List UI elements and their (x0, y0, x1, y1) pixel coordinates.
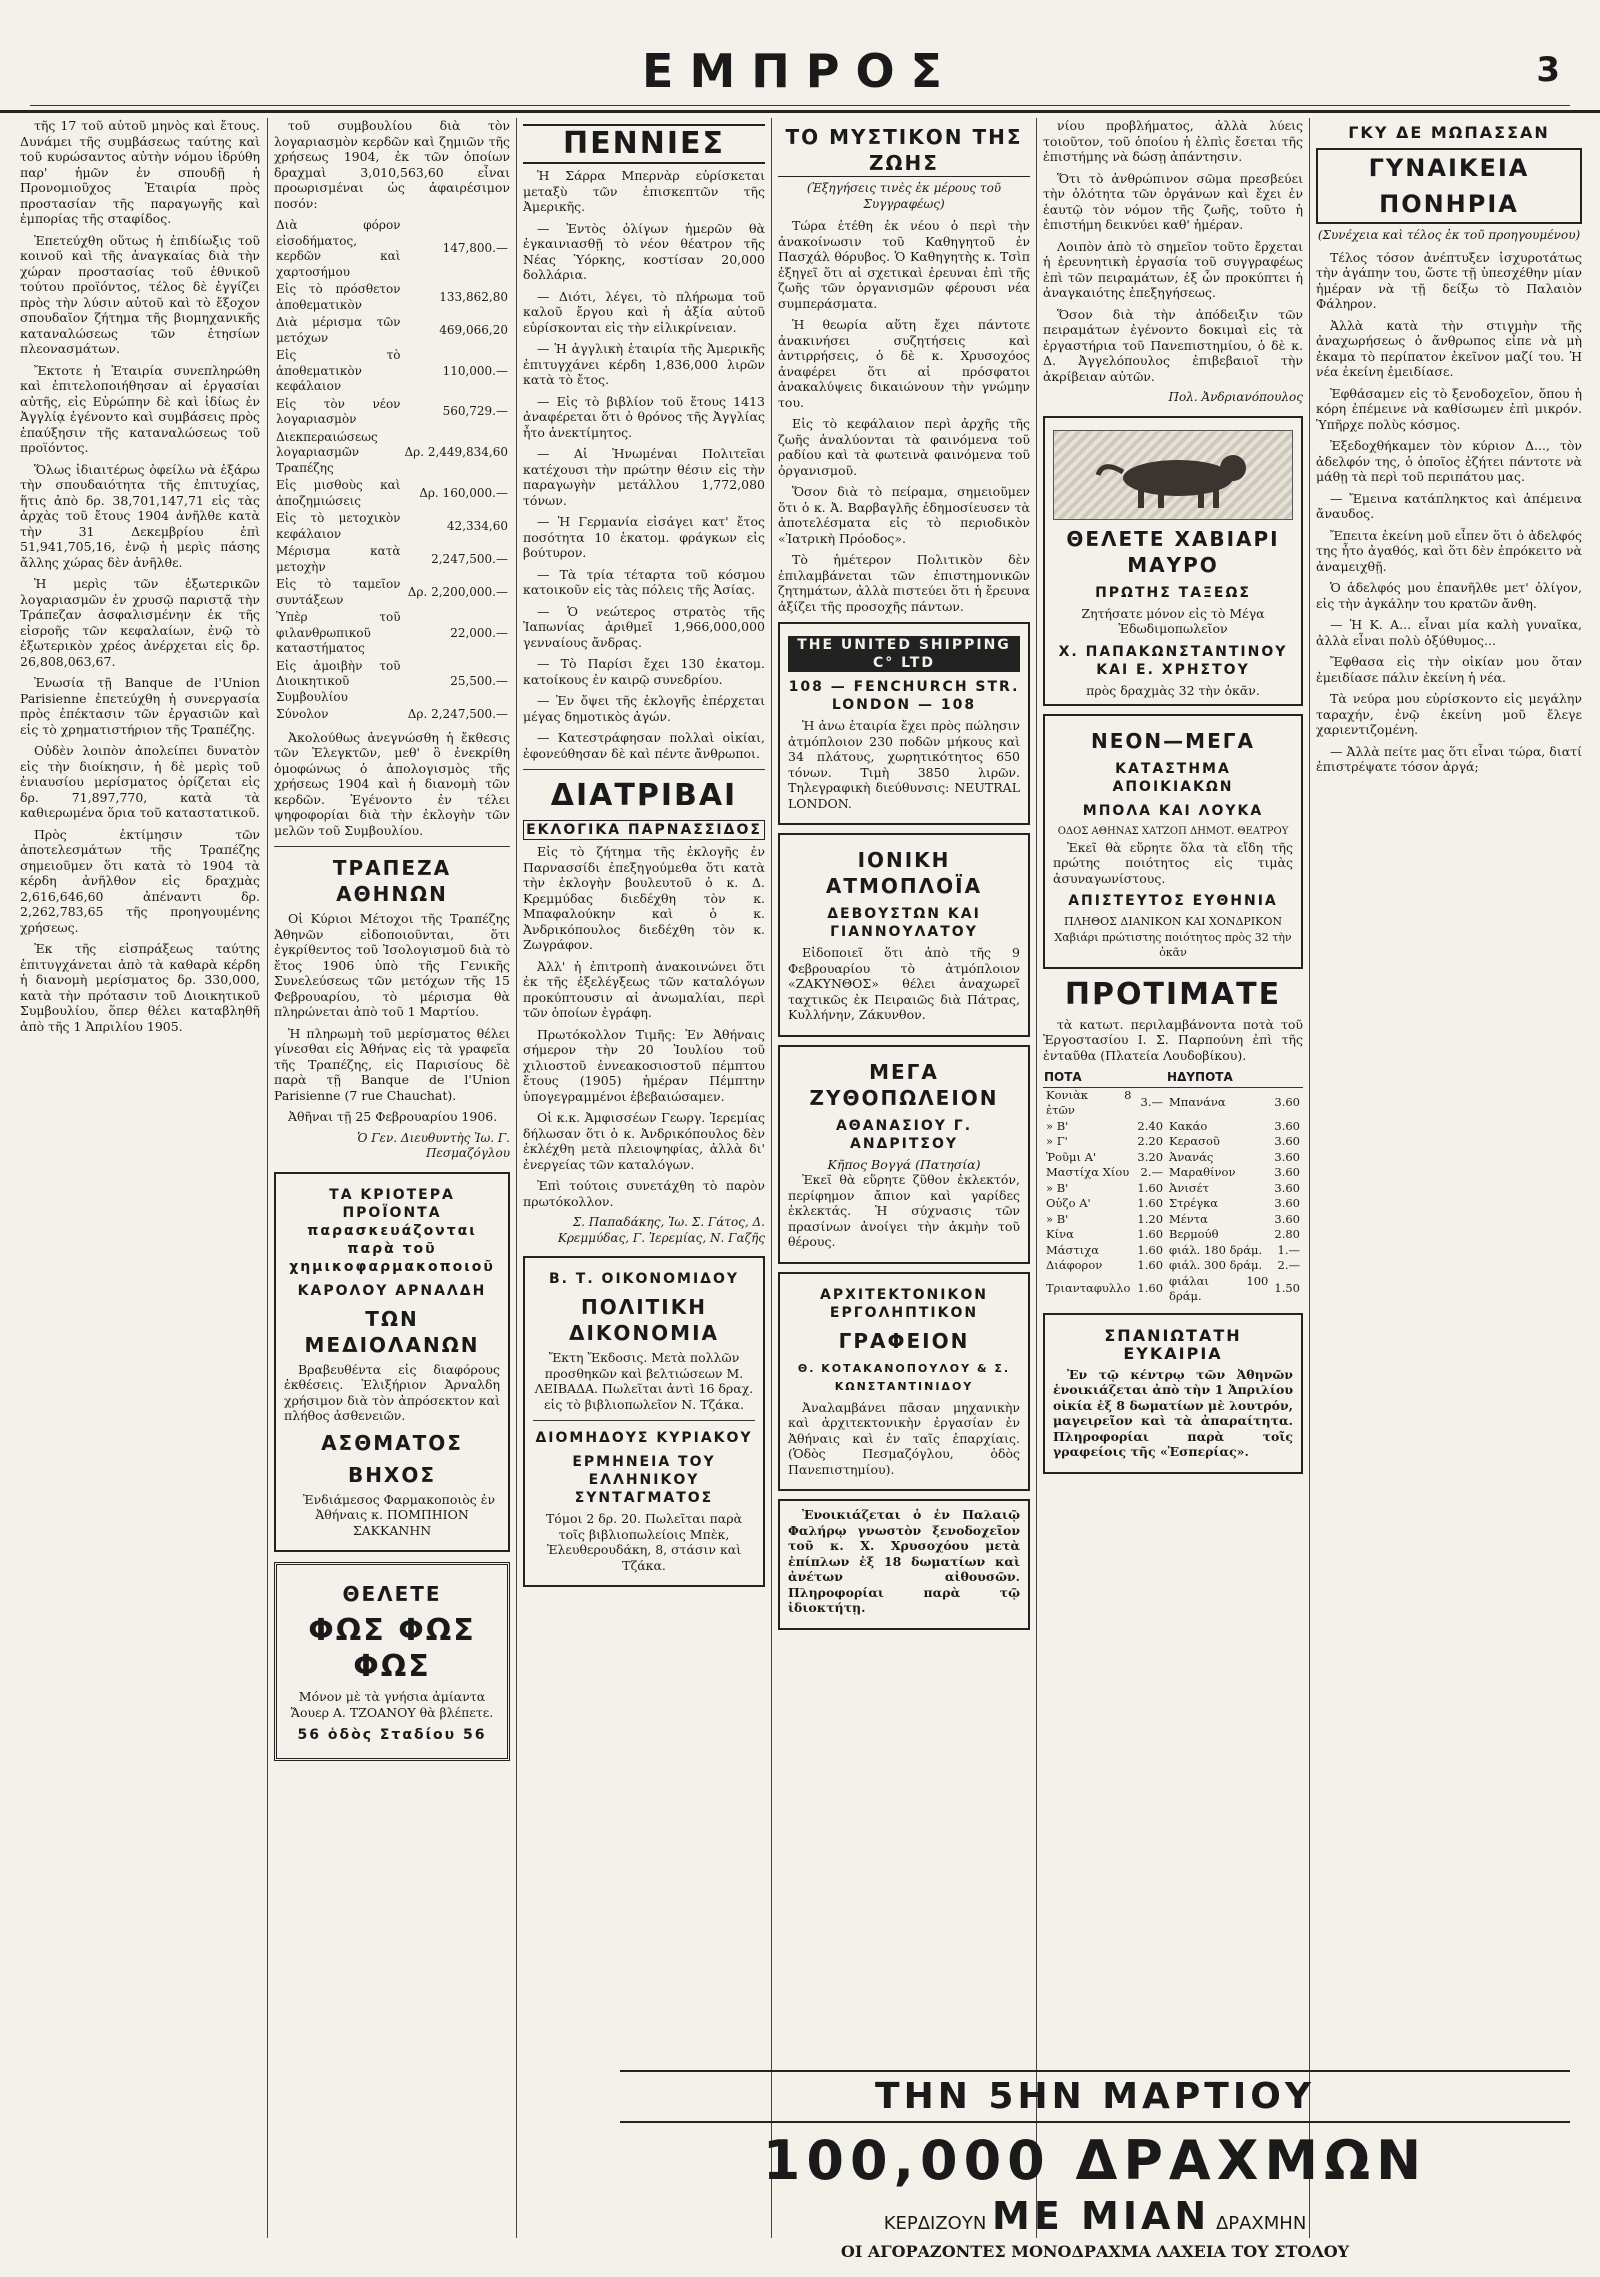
finance-row (274, 217, 510, 281)
story-paragraph: — Ἀλλὰ πείτε μας ὅτι εἶναι τώρα, διατί ἐπιστρέψατε τόσον ἀργά; (1316, 743, 1582, 774)
price-row (1043, 1274, 1303, 1305)
lottery-win-post: ΔΡΑΧΜΗΝ (1215, 2213, 1307, 2234)
finance-row (274, 658, 510, 707)
finance-row (274, 706, 510, 724)
rare-ad-text: Ἐν τῷ κέντρῳ τῶν Ἀθηνῶν ἐνοικιάζεται ἀπὸ τὴν 1 Ἀπριλίου οἰκία ἐξ 8 δωματίων μὲ λουτρόν, μαγειρεῖον καὶ τὰ ἀπαραίτητα. Πληροφορίαι παρὰ τοῖς γραφείοις τῆς «Ἑσπερίας». (1053, 1366, 1293, 1459)
pennies-paragraph: — Ἡ Γερμανία εἰσάγει κατ' ἔτος ποσότητα 10 ἑκατομ. φράγκων εἰς βούτυρον. (523, 514, 765, 560)
author-heading: ΓΚΥ ΔΕ ΜΩΠΑΣΣΑΝ (1348, 123, 1550, 142)
col1-paragraph: Ὅλως ἰδιαιτέρως ὀφείλω νὰ ἐξάρω τὴν σπουδαιότητα τῆς ἐπιτυχίας, ἥτις ἀπὸ δρ. 38,701,147,71 εἰς τὰς ἀρχὰς τοῦ ἔτους 1904 ἀνῆλθε κατὰ τὴν 31 Δεκεμβρίου ἐπὶ 51,941,705,16, ἐνῷ ἡ μερὶς πάσης ἄλλης χώρας δὲν ἀνῆλθε. (20, 461, 260, 570)
caviar-ad-title: ΘΕΛΕΤΕ ΧΑΒΙΑΡΙ ΜΑΥΡΟ (1066, 526, 1280, 577)
price-row (1043, 1087, 1303, 1119)
bank-heading: ΤΡΑΠΕΖΑ ΑΘΗΝΩΝ (332, 856, 452, 906)
bank-signature: Ὁ Γεν. Διευθυντὴς Ἰω. Γ. Πεσμαζόγλου (357, 1130, 510, 1160)
brewery-ad-title: ΜΕΓΑ ΖΥΘΟΠΩΛΕΙΟΝ (809, 1059, 999, 1110)
col1-paragraph: Οὐδὲν λοιπὸν ἀπολείπει δυνατὸν εἰς τὴν διοίκησιν, ἡ δὲ μερὶς τοῦ ἐνιαυσίου μερίσματος ὁρίζεται εἰς δρ. 71,897,770, κατὰ τὰ καθιερωμένα ὅρια τοῦ καταστατικοῦ. (20, 743, 260, 820)
finance-label: Διὰ μέρισμα τῶν μετόχων (276, 315, 401, 345)
story-subheading: (Συνέχεια καὶ τέλος ἐκ τοῦ προηγουμένου) (1317, 228, 1581, 242)
price-row (1043, 1212, 1303, 1228)
liquor-price-table (1043, 1069, 1303, 1305)
story-paragraph: Ὁ ἀδελφός μου ἐπανῆλθε μετ' ὀλίγον, εἰς τὴν ἀγκάλην του κρατῶν ἄνθη. (1316, 580, 1582, 611)
shipping-ad-text: Ἡ ἀνω ἑταιρία ἔχει πρὸς πώλησιν ἀτμόπλοιον 230 ποδῶν μήκους καὶ 34 πλάτους, χωρητικότητος 650 τόνων. Τιμὴ 3850 λιρῶν. Τηλεγραφικὴ διεύθυνσις: NEUTRAL LONDON. (788, 718, 1020, 811)
hotel-ad-text: Ἐνοικιάζεται ὁ ἐν Παλαιῷ Φαλήρῳ γνωστὸν ξενοδοχεῖον τοῦ κ. Χ. Χρυσοχόου μετὰ ἐπίπλων ἐξ 18 δωματίων καὶ ἀνέτων αἰθουσῶν. Πληροφορίαι παρὰ τῷ ἰδιοκτήτῃ. (788, 1507, 1020, 1615)
pennies-paragraph: — Ἐν ὄψει τῆς ἐκλογῆς ἐπέρχεται μέγας δημοτικὸς ἀγών. (523, 693, 765, 724)
story-paragraph: Ἔπειτα ἐκείνη μοῦ εἶπεν ὅτι ὁ ἀδελφός της ἦτο ἀγαθός, καὶ ὅτι δὲν ἐπρόκειτο νὰ ἀναμειχθῇ. (1316, 527, 1582, 574)
price-header (1043, 1069, 1303, 1087)
mystery-heading: ΤΟ ΜΥΣΤΙΚΟΝ ΤΗΣ ΖΩΗΣ (778, 124, 1030, 177)
price-value: 3.60 (1274, 1196, 1300, 1210)
architect-ad (778, 1272, 1030, 1492)
pennies-paragraph: — Αἱ Ἡνωμέναι Πολιτεῖαι κατέχουσι τὴν πρώτην θέσιν εἰς τὴν παραγωγὴν μετάλλου 1,772,080 τόνων. (523, 446, 765, 508)
column-3 (523, 118, 765, 2238)
finance-value: 147,800.— (442, 241, 508, 256)
price-item: Ῥοῦμι Α' (1046, 1149, 1097, 1164)
pennies-paragraph: — Τὸ Παρίσι ἔχει 130 ἑκατομ. κατοίκους ἐν καιρῷ συνεδρίου. (523, 656, 765, 687)
finance-value: 469,066,20 (439, 322, 508, 337)
column-4 (778, 118, 1030, 2238)
col1-paragraph: Ἡ μερὶς τῶν ἐξωτερικῶν λογαριασμῶν ἐν χρυσῷ παριστᾷ τὴν Τράπεζαν ἀσφαλισμένην ἐκ τῆς εἰσροῆς τῶν κεφαλαίων, ἐνῷ τὸ ἐξωτερικὸν χρέος ἀνέρχεται εἰς δρ. 26,808,063,67. (20, 576, 260, 669)
col5-signature: Πολ. Ἀνδριανόπουλος (1168, 390, 1303, 404)
pennies-paragraph: — Ἐντὸς ὀλίγων ἡμερῶν θὰ ἐγκαινιασθῇ τὸ νέον θέατρον τῆς Νέας Ὑόρκης, κοστίσαν 20,000 δολλάρια. (523, 220, 765, 282)
mystery-paragraph: Τώρα ἐτέθη ἐκ νέου ὁ περὶ τὴν ἀνακοίνωσιν τοῦ Καθηγητοῦ ἐν Πασχάλ θόρυβος. Ὁ Καθηγητὴς κ. Τσὶπ ἐξηγεῖ ὅτι αἱ σχετικαὶ ἐρευναι ἐπὶ τῆς ζωῆς τῶν ὀργανισμῶν φέρουσι νέα συμπεράσματα. (778, 218, 1030, 311)
price-row (1043, 1196, 1303, 1212)
finance-label: Εἰς τὸ ἀποθεματικὸν κεφάλαιον (276, 348, 401, 393)
price-value: 2.20 (1137, 1134, 1164, 1148)
price-value: 3.60 (1274, 1118, 1300, 1133)
column-divider (267, 118, 268, 2238)
pharmacy-ad-body: Βραβευθέντα εἰς διαφόρους ἐκθέσεις. Ἐλιξήριον Ἀρναλδη χρήσιμον διὰ τὸν ἀπρόσεκτον καὶ πλήθος ἀσθενειῶν. (284, 1361, 500, 1423)
finance-label: Εἰς μισθοὺς καὶ ἀποζημιώσεις (276, 478, 401, 508)
dog-illustration (1053, 430, 1293, 520)
price-item: Κακάο (1169, 1118, 1208, 1133)
finance-table (274, 217, 510, 724)
grocery-ad-cheese: ΠΛΗΘΟΣ ΔΙΑΝΙΚΟΝ ΚΑΙ ΧΟΝΔΡΙΚΟΝ Χαβιάρι πρώτιστης ποιότητος πρὸς 32 τὴν ὀκᾶν (1054, 915, 1292, 959)
diatrivai-paragraph: Ἀλλ' ἡ ἐπιτροπὴ ἀνακοινώνει ὅτι ἐκ τῆς ἐξελέγξεως τῶν καταλόγων προκύπτουσιν αἱ ἀνωμαλίαι, περὶ τῶν ὁποίων ἐγράφη. (523, 958, 765, 1020)
lottery-banner (590, 2070, 1600, 2261)
price-row (1043, 1119, 1303, 1135)
finance-row (274, 576, 510, 609)
pharmacy-ad (274, 1172, 510, 1553)
story-paragraph: — Ἔμεινα κατάπληκτος καὶ ἀπέμεινα ἄναυδος. (1316, 490, 1582, 521)
finance-label: Εἰς τὸ πρόσθετον ἀποθεματικὸν (276, 282, 401, 312)
dog-icon (1083, 440, 1263, 510)
newspaper-title: ΕΜΠΡΟΣ (642, 44, 958, 98)
price-value: 3.60 (1274, 1165, 1300, 1179)
price-value: 3.60 (1274, 1180, 1300, 1195)
col1-paragraph: Πρὸς ἐκτίμησιν τῶν ἀποτελεσμάτων τῆς Τραπέζης σημειοῦμεν ὅτι κατὰ τὸ 1904 τὰ κέρδη ἀνῆλθον εἰς δραχμὰς 2,616,646,60 ἀπέναντι δρ. 2,262,783,65 τῆς προηγουμένης χρήσεως. (20, 826, 260, 935)
finance-label: Σύνολον (276, 707, 329, 721)
price-value: 3.60 (1274, 1211, 1300, 1226)
col1-paragraph: Ἐνωσία τῇ Banque de l'Union Parisienne ἐπετεύχθη ἡ συνεργασία πρὸς ἐπέκτασιν τῶν ἐργασιῶν καὶ εἰς τὸ χρηματιστήριον τῆς Τραπέζης. (20, 675, 260, 737)
steamship-ad-sub: ΔΕΒΟΥΣΤΩΝ ΚΑΙ ΓΙΑΝΝΟΥΛΑΤΟΥ (827, 906, 981, 940)
column-1 (20, 118, 260, 2238)
price-item: » Γ' (1046, 1134, 1068, 1148)
finance-value: 25,500.— (450, 674, 508, 688)
diatrivai-paragraph: Ἐπὶ τούτοις συνετάχθη τὸ παρὸν πρωτόκολλον. (523, 1178, 765, 1209)
steamship-ad (778, 833, 1030, 1037)
price-value: 3.60 (1274, 1134, 1300, 1148)
mystery-paragraph: Εἰς τὸ κεφάλαιον περὶ ἀρχῆς τῆς ζωῆς ἀναλύονται τὰ φαινόμενα τοῦ ραδίου καὶ τὰ φωτεινὰ φαινόμενα τοῦ ὀργανισμοῦ. (778, 416, 1030, 478)
brewery-ad (778, 1045, 1030, 1264)
finance-row (274, 477, 510, 510)
story-paragraph: Ἀλλὰ κατὰ τὴν στιγμὴν τῆς ἀναχωρήσεως ὁ ἄνθρωπος εἶπε νὰ μὴ ἐκαμα τὸ περίπατον ἐκεῖνον μαζί του. Ἡ νέα ἐκείνη ἐμειδίασε. (1316, 317, 1582, 379)
story-paragraph: Ἐφθάσαμεν εἰς τὸ ξενοδοχεῖον, ὅπου ἡ κόρη ἐπέμεινε νὰ καθίσωμεν ἐπὶ μικρόν. Ὑπῆρχε πολὺς κόσμος. (1316, 385, 1582, 432)
bank-paragraph: Ἀθῆναι τῇ 25 Φεβρουαρίου 1906. (288, 1109, 498, 1124)
price-value: 1.20 (1137, 1211, 1164, 1226)
price-value: 1.60 (1137, 1242, 1164, 1257)
price-item: Κίνα (1046, 1227, 1074, 1241)
price-value: 2.— (1140, 1165, 1164, 1179)
story-heading: ΓΥΝΑΙΚΕΙΑ ΠΟΝΗΡΙΑ (1316, 148, 1582, 224)
civil-ad-text: Ἔκτη Ἔκδοσις. Μετὰ πολλῶν προσθηκῶν καὶ βελτιώσεων Μ. ΛΕΙΒΑΔΑ. Πωλεῖται ἀντὶ 16 δραχ. εἰς τὸ βιβλιοπωλεῖον Ν. Τζάκα. (534, 1350, 754, 1412)
price-item: φιάλ. 300 δράμ. (1169, 1258, 1263, 1272)
pharmacy-ad-foot: Ἐνδιάμεσος Φαρμακοποιὸς ἐν Ἀθήναις κ. ΠΟΜΠΗΙΟΝ ΣΑΚΚΑΝΗΝ (302, 1491, 496, 1538)
light-ad-address: 56 ὁδὸς Σταδίου 56 (297, 1727, 487, 1743)
price-item: φιάλ. 180 δράμ. (1169, 1242, 1263, 1257)
price-item: Στρέγκα (1169, 1196, 1219, 1210)
price-value: 1.60 (1137, 1258, 1164, 1272)
pennies-paragraph: — Κατεστράφησαν πολλαὶ οἰκίαι, ἐφονεύθησαν δὲ καὶ πέντε ἄνθρωποι. (523, 730, 765, 761)
price-value: 2.40 (1137, 1118, 1164, 1133)
price-item: Διάφορον (1046, 1258, 1103, 1272)
pennies-paragraph: — Τὰ τρία τέταρτα τοῦ κόσμου κατοικοῦν εἰς τὰς πόλεις τῆς Ἀσίας. (523, 566, 765, 597)
finance-value: 133,862,80 (439, 289, 508, 304)
light-ad-text: Μόνον μὲ τὰ γνήσια ἀμίαντα Ἄουερ Α. ΤΖΟΑΝΟΥ θὰ βλέπετε. (290, 1689, 494, 1720)
civil-ad-title: ΠΟΛΙΤΙΚΗ ΔΙΚΟΝΟΜΙΑ (569, 1295, 719, 1345)
divider (274, 846, 510, 847)
price-value: 1.60 (1137, 1281, 1164, 1296)
shipping-ad-address: 108 — FENCHURCH STR. LONDON — 108 (788, 679, 1020, 713)
price-item: Μέντα (1169, 1211, 1208, 1226)
light-ad-big: ΦΩΣ ΦΩΣ ΦΩΣ (308, 1613, 476, 1684)
pennies-paragraph: Ἡ Σάρρα Μπερνὰρ εὑρίσκεται μεταξὺ τῶν ἐπισκεπτῶν τῆς Ἀμερικῆς. (523, 168, 765, 214)
grocery-ad-cheap: ΑΠΙΣΤΕΥΤΟΣ ΕΥΘΗΝΙΑ (1068, 893, 1278, 909)
rare-ad-title: ΣΠΑΝΙΩΤΑΤΗ ΕΥΚΑΙΡΙΑ (1104, 1325, 1242, 1363)
architect-ad-title: ΑΡΧΙΤΕΚΤΟΝΙΚΟΝ ΕΡΓΟΛΗΠΤΙΚΟΝ (820, 1286, 988, 1321)
constitution-ad-pre: ΔΙΟΜΗΔΟΥΣ ΚΥΡΙΑΚΟΥ (535, 1430, 753, 1446)
architect-ad-names: Θ. ΚΟΤΑΚΑΝΟΠΟΥΛΟΥ & Σ. ΚΩΝΣΤΑΝΤΙΝΙΔΟΥ (797, 1361, 1011, 1393)
price-value: 1.— (1277, 1242, 1300, 1257)
price-value: 2.80 (1274, 1227, 1300, 1241)
column-5 (1043, 118, 1303, 2238)
finance-row (274, 609, 510, 658)
mystery-paragraph: Ἡ θεωρία αὕτη ἔχει πάντοτε ἀνακινήσει συζητήσεις καὶ ἀντιρρήσεις, ὁ δὲ κ. Χρυσοχόος ἀναφέρει ὅτι αἱ πρόσφατοι ἀνακαλύψεις δικαιώνουν τὴν γνώμην του. (778, 317, 1030, 410)
mystery-paragraph: Ὅσον διὰ τὸ πείραμα, σημειοῦμεν ὅτι ὁ κ. Ἀ. Βαρβαγλῆς ἐδημοσίευσεν τὰ ἀποτελέσματα εἰς τὸ περιοδικὸν «Ἰατρικὴ Πρόοδος». (778, 484, 1030, 546)
mystery-subheading: (Ἐξηγήσεις τινὲς ἐκ μέρους τοῦ Συγγραφέως) (806, 181, 1002, 211)
divider (523, 769, 765, 770)
pennies-heading: ΠΕΝΝΙΕΣ (523, 124, 765, 164)
price-item: Βερμούθ (1169, 1227, 1219, 1241)
finance-value: Δρ. 2,247,500.— (407, 707, 508, 721)
finance-label: Εἰς τὸν νέον λογαριασμὸν (276, 396, 401, 426)
finance-row (274, 396, 510, 429)
shipping-ad (778, 622, 1030, 825)
price-value: 3.20 (1137, 1149, 1164, 1164)
divider (533, 1420, 755, 1421)
col1-paragraph: Ἐπετεύχθη οὕτως ἡ ἐπιδίωξις τοῦ κοινοῦ καὶ τῆς ἀναγκαίας διὰ τὴν χώραν προστασίας τοῦ ἐθνικοῦ τούτου προϊόντος, τέλος δὲ ἐγγίζει πρὸς τὴν λύσιν αὐτοῦ καὶ τὸ ἔξοχον σπουδαῖον ζήτημα τῆς βιομηχανικῆς καταναλώσεως τῶν ἐτησίων πλεονασμάτων. (20, 232, 260, 356)
col2-intro: τοῦ συμβουλίου διὰ τὸν λογαριασμὸν κερδῶν καὶ ζημιῶν τῆς χρήσεως 1904, ἐκ τῶν ὁποίων δραχμαὶ 3,010,563,60 εἶναι προωρισμέναι ὡς ἀφαιρέσιμον ποσόν: (274, 118, 510, 211)
story-paragraph: Τέλος τόσον ἀνέπτυξεν ἰσχυροτάτως τὴν ἀγάπην του, ὥστε τῇ ὑπεσχέθην μίαν ἡμέραν νὰ τῇ δείξω τὸ Παλαιὸν Φάληρον. (1316, 249, 1582, 311)
finance-row (274, 543, 510, 576)
finance-label: Διεκπεραιώσεως λογαριασμῶν Τραπέζης (276, 429, 378, 475)
finance-value: Δρ. 2,200,000.— (407, 584, 508, 599)
diatrivai-paragraph: Εἰς τὸ ζήτημα τῆς ἐκλογῆς ἐν Παρνασσίδι ἐπεξηγούμεθα ὅτι κατὰ τὴν ἐκλογὴν βουλευτοῦ ὁ κ. Δ. Κρεμμύδας διεδέχθη τὸν κ. Μπαφαλούκην καὶ ὁ κ. Ἀνδρικόπουλος διεδέχθη τὸν κ. Ζωγράφον. (523, 844, 765, 952)
col1-paragraph: τῆς 17 τοῦ αὐτοῦ μηνὸς καὶ ἔτους. Δυνάμει τῆς συμβάσεως ταύτης καὶ τοῦ κυρώσαντος αὐτὴν νόμου ἱδρύθη παρ' ἡμῶν ἐν σπουδῇ ἡ Προνομιοῦχος Ἑταιρία πρὸς προστασίαν τῆς παραγωγῆς καὶ ἐμπορίας τῆς σταφίδος. (20, 118, 260, 226)
finance-value: Δρ. 160,000.— (419, 485, 508, 500)
lottery-amount: 100,000 ΔΡΑΧΜΩΝ (762, 2129, 1428, 2192)
prefer-heading: ΠΡΟΤΙΜΑΤΕ (1064, 976, 1282, 1012)
price-value: 2.— (1277, 1258, 1300, 1272)
price-item: » Β' (1046, 1180, 1069, 1195)
price-row (1043, 1181, 1303, 1197)
architect-ad-sub: ΓΡΑΦΕΙΟΝ (838, 1328, 970, 1353)
price-row (1043, 1243, 1303, 1259)
lottery-date: ΤΗΝ 5ΗΝ ΜΑΡΤΙΟΥ (620, 2070, 1570, 2123)
page-number: 3 (1536, 50, 1560, 90)
mystery-paragraph: Τὸ ἡμέτερον Πολιτικὸν δὲν ἐπιλαμβάνεται τῶν ἐπιστημονικῶν ζητημάτων, ἀλλὰ πιστεύει ὅτι ἡ ἔρευνα ἀξίζει τῆς προσοχῆς πάντων. (778, 552, 1030, 614)
col5-paragraph: νίου προβλήματος, ἀλλὰ λύεις τοιοῦτον, τοῦ ὁποίου ἡ ἐλπὶς ἔσεται τῆς ἐπιστήμης νὰ δώσῃ ἀπάντησιν. (1043, 118, 1303, 164)
story-paragraph: Τὰ νεύρα μου εὑρίσκοντο εἰς μεγάλην ταραχήν, ἐνῷ ἐκείνη μοῦ ἔλεγε χαριεντιζομένη. (1316, 691, 1582, 737)
finance-label: Μέρισμα κατὰ μετοχὴν (276, 544, 401, 574)
finance-value: 42,334,60 (446, 518, 508, 533)
diatrivai-subheading: ΕΚΛΟΓΙΚΑ ΠΑΡΝΑΣΣΙΔΟΣ (523, 820, 765, 840)
hotel-ad (778, 1499, 1030, 1630)
price-value: 1.60 (1137, 1180, 1164, 1195)
steamship-ad-text: Εἰδοποιεῖ ὅτι ἀπὸ τῆς 9 Φεβρουαρίου τὸ ἀτμόπλοιον «ΖΑΚΥΝΘΟΣ» θέλει ἀναχωρεῖ ταχτικῶς ἐκ Πειραιῶς διὰ Πάτρας, Κυλλήνην, Ζάκυνθον. (788, 945, 1020, 1022)
column-divider (516, 118, 517, 2238)
grocery-ad-address: ΟΔΟΣ ΑΘΗΝΑΣ ΧΑΤΖΟΠ ΔΗΜΟΤ. ΘΕΑΤΡΟΥ (1057, 826, 1289, 837)
pennies-paragraph: — Ὁ νεώτερος στρατὸς τῆς Ἰαπωνίας ἀριθμεῖ 1,966,000,000 γενναίους ἄνδρας. (523, 603, 765, 650)
price-value: 3.— (1140, 1095, 1164, 1110)
finance-value: 2,247,500.— (431, 551, 508, 566)
price-item: Μαραθίνον (1169, 1165, 1236, 1179)
price-value: 1.50 (1274, 1281, 1300, 1296)
price-item: Κερασοῦ (1169, 1134, 1220, 1148)
finance-label: Διὰ φόρον εἰσοδήματος, κερδῶν καὶ χαρτοσήμου (276, 218, 401, 279)
finance-row (274, 429, 510, 478)
pharmacy-ad-name: ΚΑΡΟΛΟΥ ΑΡΝΑΛΔΗ (297, 1282, 487, 1299)
masthead (0, 0, 1600, 113)
caviar-ad (1043, 416, 1303, 707)
bank-paragraph: Ἡ πληρωμὴ τοῦ μερίσματος θέλει γίνεσθαι εἰς Ἀθήνας εἰς τὰ γραφεῖα τῆς Τραπέζης, εἰς Παρισίους δὲ παρὰ τῇ Banque de l'Union Parisienne (7 rue Chauchat). (274, 1025, 510, 1103)
light-ad (274, 1562, 510, 1761)
story-paragraph: Ἐξεδοχθήκαμεν τὸν κύριον Δ..., τὸν ἀδελφόν της, ὁ ὁποῖος ἐζήτει πάντοτε νὰ μάθῃ τὰ περὶ τοῦ περιπάτου μας. (1316, 438, 1582, 484)
finance-label: Ὑπὲρ τοῦ φιλανθρωπικοῦ καταστήματος (276, 610, 401, 655)
price-row (1043, 1150, 1303, 1166)
column-6 (1316, 118, 1582, 2238)
price-item: Ἀνισέτ (1169, 1180, 1210, 1195)
column-divider (1309, 118, 1310, 2238)
finance-row (274, 314, 510, 347)
finance-value: Δρ. 2,449,834,60 (404, 445, 508, 459)
civil-ad-pre: Β. Τ. ΟΙΚΟΝΟΜΙΔΟΥ (548, 1271, 740, 1287)
lottery-win-line (590, 2194, 1600, 2238)
finance-value: 110,000.— (442, 363, 508, 378)
column-divider (771, 118, 772, 2238)
finance-value: 560,729.— (442, 404, 508, 419)
grocery-ad-names: ΜΠΟΛΑ ΚΑΙ ΛΟΥΚΑ (1082, 803, 1264, 819)
bank-paragraph: Οἱ Κύριοι Μέτοχοι τῆς Τραπέζης Ἀθηνῶν εἰδοποιοῦνται, ὅτι ἐγκρίθεντος τοῦ Ἰσολογισμοῦ διὰ τὸ ἔτος 1906 ὑπὸ τῆς Γενικῆς Συνελεύσεως τῶν μετόχων τῆς 15 Φεβρουαρίου, τὸ μέρισμα θὰ πληρώνεται ἀπὸ τοῦ 1 Μαρτίου. (274, 911, 510, 1019)
finance-label: Εἰς τὸ μετοχικὸν κεφάλαιον (276, 511, 401, 541)
finance-label: Εἰς ἀμοιβὴν τοῦ Διοικητικοῦ Συμβουλίου (276, 658, 401, 704)
caviar-ad-name: Χ. ΠΑΠΑΚΩΝΣΤΑΝΤΙΝΟΥ ΚΑΙ Ε. ΧΡΗΣΤΟΥ (1058, 643, 1288, 678)
price-value: 1.60 (1137, 1227, 1164, 1241)
finance-row (274, 281, 510, 314)
caviar-ad-text: Ζητήσατε μόνον εἰς τὸ Μέγα Ἑδωδιμοπωλεῖον (1081, 605, 1265, 636)
price-item: » Β' (1046, 1118, 1069, 1133)
grocery-ad (1043, 714, 1303, 969)
pharmacy-ad-sub: ΤΩΝ ΜΕΔΙΟΛΑΝΩΝ (304, 1306, 480, 1357)
constitution-ad-text: Τόμοι 2 δρ. 20. Πωλεῖται παρὰ τοῖς βιβλιοπωλείοις Μπὲκ, Ἐλευθερουδάκη, 8, στάσιν καὶ Τζάκα. (545, 1511, 743, 1573)
diatrivai-signature: Σ. Παπαδάκης, Ἰω. Σ. Γάτος, Δ. Κρεμμύδας, Γ. Ἰερεμίας, Ν. Γαζῆς (557, 1215, 765, 1245)
brewery-ad-location: Κῆπος Βογγά (Πατησία) (827, 1156, 981, 1172)
brewery-ad-text: Ἐκεῖ θὰ εὕρητε ζῦθον ἐκλεκτόν, περίφημον ἄπιον καὶ γαρίδες ἐκλεκτάς. Ἡ σύχνασις τῶν πρασίνων ἀνοίγει τὴν ἀκμὴν τοῦ θέρους. (788, 1172, 1020, 1249)
shipping-ad-title: THE UNITED SHIPPING C° LTD (788, 636, 1020, 672)
story-paragraph: Ἔφθασα εἰς τὴν οἰκίαν μου ὅταν ἐμειδίασε πάλιν ἐκείνη ἡ νέα. (1316, 654, 1582, 685)
price-item: Μαστίχα Χίου (1046, 1165, 1130, 1179)
finance-row (274, 347, 510, 396)
price-item: Κονιὰκ 8 ἐτῶν (1046, 1087, 1132, 1117)
steamship-ad-title: ΙΟΝΙΚΗ ΑΤΜΟΠΛΟΪΑ (825, 848, 983, 898)
diatrivai-paragraph: Οἱ κ.κ. Ἀμφισσέων Γεωργ. Ἰερεμίας δήλωσαν ὅτι ὁ κ. Ἀνδρικόπουλος δὲν ἐκλέχθη μετὰ πλειοψηφίας, ἀλλὰ δι' ἐνεργείας τῶν καταλόγων. (523, 1110, 765, 1172)
price-item: » Β' (1046, 1211, 1069, 1226)
light-ad-title: ΘΕΛΕΤΕ (342, 1582, 442, 1606)
finance-label: Εἰς τὸ ταμεῖον συντάξεων (276, 577, 401, 607)
rare-opportunity-ad (1043, 1313, 1303, 1474)
architect-ad-text: Ἀναλαμβάνει πᾶσαν μηχανικὴν καὶ ἀρχιτεκτονικὴν ἐργασίαν ἐν Ἀθήναις καὶ ἐν ταῖς ἐπαρχίαις. (Ὁδὸς Πεσμαζόγλου, ὁδὸς Πανεπιστημίου). (788, 1399, 1020, 1477)
col1-paragraph: Ἐκ τῆς εἰσπράξεως ταύτης ἐπιτυγχάνεται ἀπὸ τὰ καθαρὰ κέρδη ἡ διανομὴ μερίσματος δρ. 330,000, κατὰ τὴν πρότασιν τοῦ Διοικητικοῦ Συμβουλίου, ὅπερ θέλει καταβληθῆ ἀπὸ τῆς 1 Ἀπριλίου 1905. (20, 941, 260, 1034)
col5-paragraph: Ὅσον διὰ τὴν ἀπόδειξιν τῶν πειραμάτων ἐγένοντο δοκιμαὶ εἰς τὰ ἐργαστήρια τοῦ Πανεπιστημίου, ὁ δὲ κ. Δ. Ἀγγελόπουλος ἐπιβεβαιοῖ τὴν ἀκρίβειαν αὐτῶν. (1043, 306, 1303, 384)
civil-procedure-ad (523, 1256, 765, 1587)
col5-paragraph: Λοιπὸν ἀπὸ τὸ σημεῖον τοῦτο ἔρχεται ἡ ἐρευνητικὴ ἐργασία τοῦ συγγραφέως ἐπὶ τῶν πειραμάτων, ἐξ ὧν προκύπτει ἡ ἀναγκαιότης ἐπεξηγήσεως. (1043, 238, 1303, 300)
col5-paragraph: Ὅτι τὸ ἀνθρώπινον σῶμα πρεσβεύει τὴν ὁλότητα τῶν ὀργάνων καὶ ἔχει ἐν ἑαυτῷ τὸν νόμον τῆς ζωῆς, τοῦτο ἡ ἐπιστήμη δεικνύει καθ' ἡμέραν. (1043, 170, 1303, 232)
price-row (1043, 1227, 1303, 1243)
grocery-ad-text: Ἐκεῖ θὰ εὕρητε ὅλα τὰ εἴδη τῆς πρώτης ποιότητος εἰς τιμὰς ἀσυναγωνίστους. (1053, 839, 1293, 886)
price-item: φιάλαι 100 δράμ. (1169, 1273, 1269, 1303)
lottery-buyers: ΟΙ ΑΓΟΡΑΖΟΝΤΕΣ ΜΟΝΟΔΡΑΧΜΑ ΛΑΧΕΙΑ ΤΟΥ ΣΤΟΛΟΥ (840, 2242, 1350, 2261)
price-item: Μπανάνα (1169, 1095, 1226, 1110)
finance-value: 22,000.— (450, 625, 508, 640)
pennies-paragraph: — Διότι, λέγει, τὸ πλήρωμα τοῦ καλοῦ ἔργου καὶ ἡ ἀξία αὐτοῦ εὑρίσκονται εἰς τὴν εἰλικρίνειαν. (523, 288, 765, 335)
pharmacy-ad-title: ΤΑ ΚΡΙΟΤΕΡΑ ΠΡΟΪΟΝΤΑ παρασκευάζονται παρὰ τοῦ χημικοφαρμακοποιοῦ (289, 1186, 495, 1275)
price-row (1043, 1258, 1303, 1274)
asthma-heading: ΑΣΘΜΑΤΟΣ (321, 1430, 463, 1455)
price-value: 3.60 (1274, 1149, 1300, 1164)
constitution-ad-title: ΕΡΜΗΝΕΙΑ ΤΟΥ ΕΛΛΗΝΙΚΟΥ ΣΥΝΤΑΓΜΑΤΟΣ (572, 1454, 716, 1506)
col1-paragraph: Ἔκτοτε ἡ Ἑταιρία συνεπληρώθη καὶ ἐπιτελοποιήθησαν αἱ ἐργασίαι αὐτῆς, εἰς Εὐρώπην δὲ καὶ ἰδίως ἐν Ἀγγλίᾳ ἐγένοντο καὶ συμβάσεις πρὸς ἐπαύξησιν τῆς καταναλώσεως τοῦ προϊόντος. (20, 362, 260, 455)
price-item: Τριανταφυλλο (1046, 1281, 1131, 1296)
diatrivai-paragraph: Πρωτόκολλον Τιμῆς: Ἐν Ἀθήναις σήμερον τὴν 20 Ἰουλίου τοῦ χιλιοστοῦ ἐννεακοσιοστοῦ πέμπτου ἔτους (1905) ἡμέραν Πέμπτην ὑπογεγραμμένοι ἐβεβαιώσαμεν. (523, 1026, 765, 1104)
price-value: 3.60 (1274, 1095, 1300, 1110)
price-row (1043, 1134, 1303, 1150)
grocery-ad-sub: ΚΑΤΑΣΤΗΜΑ ΑΠΟΙΚΙΑΚΩΝ (1112, 761, 1234, 795)
price-header-right: ΗΔΥΠΟΤΑ (1166, 1069, 1303, 1087)
prefer-text: τὰ κατωτ. περιλαμβάνοντα ποτὰ τοῦ Ἐργοστασίου Ι. Σ. Παρπούνη ἐπὶ τῆς ἐνταῦθα (Πλατεία Λουδοβίκου). (1043, 1016, 1303, 1063)
diatrivai-heading: ΔΙΑΤΡΙΒΑΙ (550, 778, 738, 813)
brewery-ad-sub: ΑΘΑΝΑΣΙΟΥ Γ. ΑΝΔΡΙΤΣΟΥ (835, 1117, 973, 1152)
column-divider (1036, 118, 1037, 2238)
caviar-ad-price: πρὸς δραχμὰς 32 τὴν ὀκᾶν. (1086, 682, 1260, 698)
cough-heading: ΒΗΧΟΣ (347, 1462, 437, 1487)
col2-after: Ἀκολούθως ἀνεγνώσθη ἡ ἔκθεσις τῶν Ἐλεγκτῶν, μεθ' ὃ ἐνεκρίθη ὁμοφώνως ὁ ἀπολογισμὸς τῆς χρήσεως 1904 καὶ ἡ διανομὴ τῶν κερδῶν. Ἐγένοντο ἐν τέλει ψηφοφορίαι διὰ τὴν ἐκλογὴν τῶν μελῶν τοῦ Συμβουλίου. (274, 729, 510, 838)
masthead-rule (30, 105, 1570, 106)
pennies-paragraph: — Ἡ ἀγγλικὴ ἑταιρία τῆς Ἀμερικῆς ἐπιτυγχάνει κέρδη 1,836,000 λιρῶν κατὰ τὸ ἔτος. (523, 341, 765, 387)
price-item: Μάστιχα (1046, 1242, 1099, 1257)
price-item: Οὐζο Α' (1046, 1196, 1091, 1210)
price-value: 1.60 (1137, 1196, 1164, 1210)
pennies-paragraph: — Εἰς τὸ βιβλίον τοῦ ἔτους 1413 ἀναφέρεται ὅτι ὁ θρόνος τῆς Ἀγγλίας ἦτο ἀνεκτίμητος. (523, 393, 765, 440)
finance-row (274, 510, 510, 543)
caviar-ad-sub: ΠΡΩΤΗΣ ΤΑΞΕΩΣ (1095, 584, 1251, 601)
price-header-left: ΠΟΤΑ (1043, 1069, 1166, 1087)
price-row (1043, 1165, 1303, 1181)
grocery-ad-title: ΝΕΟΝ—ΜΕΓΑ (1091, 729, 1255, 753)
price-item: Ἀνανάς (1169, 1149, 1214, 1164)
story-paragraph: — Ἡ Κ. Α... εἶναι μία καλὴ γυναῖκα, ἀλλὰ εἶναι πολὺ ὀξύθυμος... (1316, 617, 1582, 648)
lottery-win-big: ΜΕ ΜΙΑΝ (992, 2194, 1211, 2238)
lottery-win-pre: ΚΕΡΔΙΖΟΥΝ (883, 2213, 987, 2234)
column-2 (274, 118, 510, 2238)
